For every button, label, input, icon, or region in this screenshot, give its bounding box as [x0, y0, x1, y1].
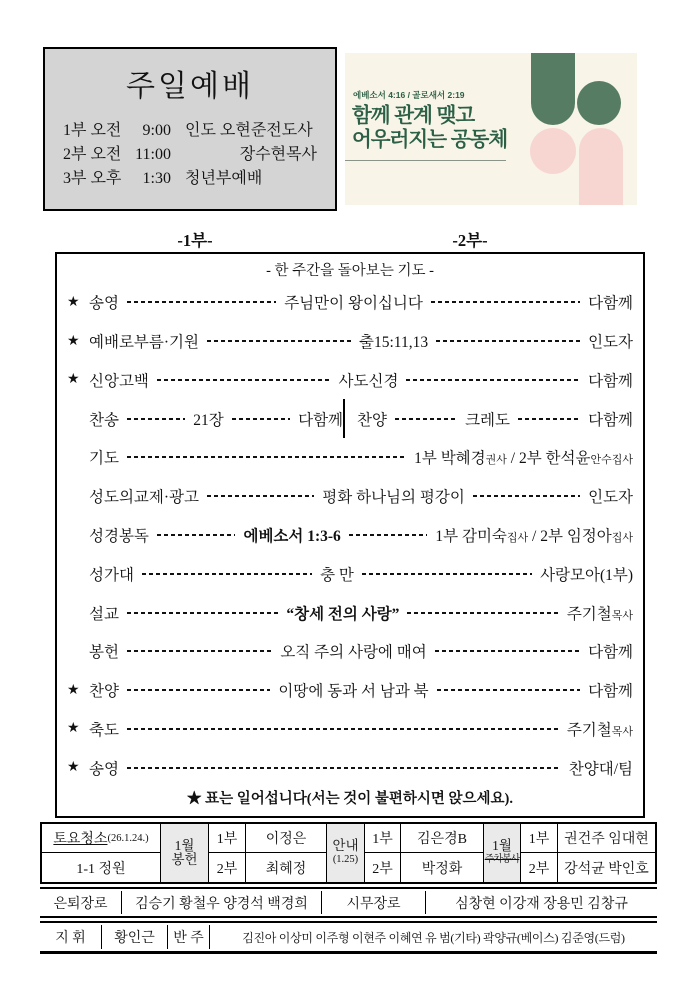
order-item-right: 1부 박혜경권사 / 2부 한석윤안수집사 — [414, 450, 633, 468]
verse-reference: 에베소서 4:16 / 골로새서 2:19 — [353, 90, 465, 100]
retired-elder-label: 은퇴장로 — [40, 891, 122, 914]
part-cell: 2부 — [365, 853, 401, 882]
order-item-right: 찬양대/팀 — [568, 760, 633, 778]
green-circle-shape — [577, 81, 621, 125]
standing-star-icon: ★ — [67, 294, 80, 310]
order-item-right: 1부 감미숙집사 / 2부 임정아집사 — [435, 527, 634, 545]
order-row — [67, 322, 633, 361]
dash-leader — [142, 573, 312, 575]
dash-leader — [518, 418, 580, 420]
dash-leader — [232, 418, 290, 420]
order-item-right: 사랑모아(1부) — [540, 566, 634, 584]
order-item-right: 다함께 — [588, 411, 634, 429]
order-item-label: 봉헌 — [89, 644, 119, 662]
dash-leader — [407, 612, 558, 614]
order-row — [67, 748, 633, 787]
order-item-center: 크레도 — [465, 411, 510, 429]
order-row — [67, 399, 633, 438]
order-item-label: 찬송 — [89, 411, 119, 429]
order-item-right: 주기철목사 — [566, 605, 634, 623]
order-item-label: 성도의교제·광고 — [89, 489, 199, 507]
service-line: 2부 오전 11:00 장수현목사 — [63, 146, 317, 163]
order-item-right: 인도자 — [588, 489, 634, 507]
order-item-center: 21장 — [193, 411, 224, 429]
part-cell: 2부 — [521, 853, 558, 882]
part1-label: -1부- — [177, 231, 213, 250]
standing-star-icon: ★ — [67, 682, 80, 698]
order-item-center: 에베소서 1:3-6 — [243, 527, 341, 545]
order-row — [67, 438, 633, 477]
order-item-right: 인도자 — [588, 334, 633, 352]
dash-leader — [157, 379, 331, 381]
dash-leader — [431, 301, 580, 303]
dash-leader — [406, 379, 580, 381]
duty-table — [40, 822, 657, 882]
dash-leader — [127, 301, 276, 303]
standing-star-icon: ★ — [67, 333, 80, 349]
order-row — [67, 283, 633, 322]
serving-elder-names: 심창현 이강재 장용민 김창규 — [455, 896, 628, 912]
dash-leader — [127, 612, 278, 614]
offering-name-cell: 이정은 — [246, 824, 327, 853]
accompanist-label: 반 주 — [168, 925, 210, 949]
dash-leader — [127, 767, 561, 769]
dash-leader — [157, 534, 236, 536]
order-item-center: “창세 전의 사랑” — [286, 605, 400, 623]
retired-elder-names: 김승기 황철우 양경석 백경희 — [122, 891, 322, 914]
theme-banner — [345, 53, 637, 205]
order-item-label: 설교 — [89, 605, 119, 623]
order-item-center: 이땅에 동과 서 남과 북 — [278, 683, 429, 701]
page-title: 주일예배 — [126, 70, 254, 103]
conductor-name: 황인근 — [102, 925, 168, 949]
order-item-center: 주님만이 왕이십니다 — [284, 295, 423, 313]
order-item-center: 출15:11,13 — [358, 334, 429, 352]
pink-pill-shape — [579, 128, 623, 205]
order-item-center: 충 만 — [320, 566, 354, 584]
order-item-label: 성경봉독 — [89, 527, 149, 545]
dash-leader — [362, 573, 532, 575]
offering-name-cell: 최혜정 — [246, 853, 327, 882]
part-cell: 1부 — [365, 824, 401, 853]
dash-leader — [127, 728, 559, 730]
order-row — [67, 593, 633, 632]
order-item-label: 축도 — [89, 721, 119, 739]
parking-label-cell: 1월 주차봉사 — [484, 824, 521, 882]
guide-name-cell: 김은경B — [401, 824, 484, 853]
standing-star-icon: ★ — [67, 760, 80, 776]
part-cell: 1부 — [209, 824, 246, 853]
accompanist-names: 김진아 이상미 이주형 이현주 이혜연 유 범(기타) 곽양규(베이스) 김준영(드럼) — [242, 930, 625, 945]
part-cell: 1부 — [521, 824, 558, 853]
standing-star-icon: ★ — [67, 372, 80, 388]
parking-name-cell: 권건주 임대현 — [558, 824, 655, 853]
order-item-right: 주기철목사 — [566, 721, 633, 739]
order-row — [67, 477, 633, 516]
order-row — [67, 554, 633, 593]
dash-leader — [395, 418, 457, 420]
order-item-label: 기도 — [89, 450, 119, 468]
order-row-half — [67, 399, 343, 438]
order-item-right: 다함께 — [588, 372, 634, 390]
order-row — [67, 516, 633, 555]
order-row — [67, 361, 633, 400]
green-pill-shape — [531, 53, 575, 125]
service-line: 1부 오전 9:00 인도 오현준전도사 — [63, 122, 313, 139]
intro-prayer-line: - 한 주간을 돌아보는 기도 - — [266, 263, 434, 279]
offering-label-cell: 1월 봉헌 — [161, 824, 209, 882]
dash-leader — [436, 340, 580, 342]
conductor-label: 지 휘 — [40, 925, 102, 949]
standing-star-icon: ★ — [67, 721, 80, 737]
dash-leader — [207, 340, 351, 342]
elders-table — [40, 891, 657, 914]
order-row — [67, 671, 633, 710]
dash-leader — [127, 456, 406, 458]
order-rows — [67, 283, 633, 787]
order-item-label: 찬양 — [89, 683, 119, 701]
slogan-underline — [345, 160, 506, 161]
order-item-right: 다함께 — [588, 683, 634, 701]
double-rule — [40, 882, 657, 889]
order-of-worship-box — [55, 252, 645, 818]
order-item-label: 성가대 — [89, 566, 134, 584]
guide-label-cell: 안내 (1.25) — [327, 824, 365, 882]
pink-circle-shape — [530, 128, 576, 174]
order-row — [67, 632, 633, 671]
order-item-label: 송영 — [89, 760, 119, 778]
bottom-rule — [40, 951, 657, 954]
cleaning-group-cell: 1-1 정원 — [42, 853, 161, 882]
dash-leader — [349, 534, 428, 536]
parking-name-cell: 강석균 박인호 — [564, 861, 649, 877]
order-item-center: 사도신경 — [338, 372, 399, 390]
dash-leader — [207, 495, 314, 497]
service-times-box — [43, 47, 337, 211]
serving-elder-label: 시무장로 — [322, 891, 426, 914]
dash-leader — [435, 650, 580, 652]
dash-leader — [127, 689, 270, 691]
order-item-label: 신앙고백 — [89, 372, 149, 390]
order-item-label: 예배로부름·기원 — [89, 334, 199, 352]
saturday-clean-cell: 토요청소 (26.1.24.) — [42, 824, 161, 853]
dash-leader — [473, 495, 580, 497]
service-times-list — [63, 119, 321, 191]
part2-label: -2부- — [452, 231, 488, 250]
order-item-label: 찬양 — [357, 411, 387, 429]
order-item-label: 송영 — [89, 295, 119, 313]
music-table — [40, 925, 657, 949]
order-row-half — [343, 399, 633, 438]
part-cell: 2부 — [209, 853, 246, 882]
order-item-right: 다함께 — [588, 295, 634, 313]
order-row — [67, 709, 633, 748]
dash-leader — [127, 650, 272, 652]
standing-note: ★ 표는 일어섭니다(서는 것이 불편하시면 앉으세요). — [186, 791, 514, 807]
order-item-center: 평화 하나님의 평강이 — [322, 489, 465, 507]
double-rule — [40, 916, 657, 923]
dash-leader — [437, 689, 580, 691]
theme-slogan: 함께 관계 맺고 어우러지는 공동체 — [352, 104, 508, 151]
order-item-right: 다함께 — [298, 411, 344, 429]
order-item-center: 오직 주의 사랑에 매여 — [280, 644, 427, 662]
service-line: 3부 오후 1:30 청년부예배 — [63, 170, 263, 187]
dash-leader — [127, 418, 185, 420]
guide-name-cell: 박정화 — [401, 853, 484, 882]
order-item-right: 다함께 — [588, 644, 634, 662]
